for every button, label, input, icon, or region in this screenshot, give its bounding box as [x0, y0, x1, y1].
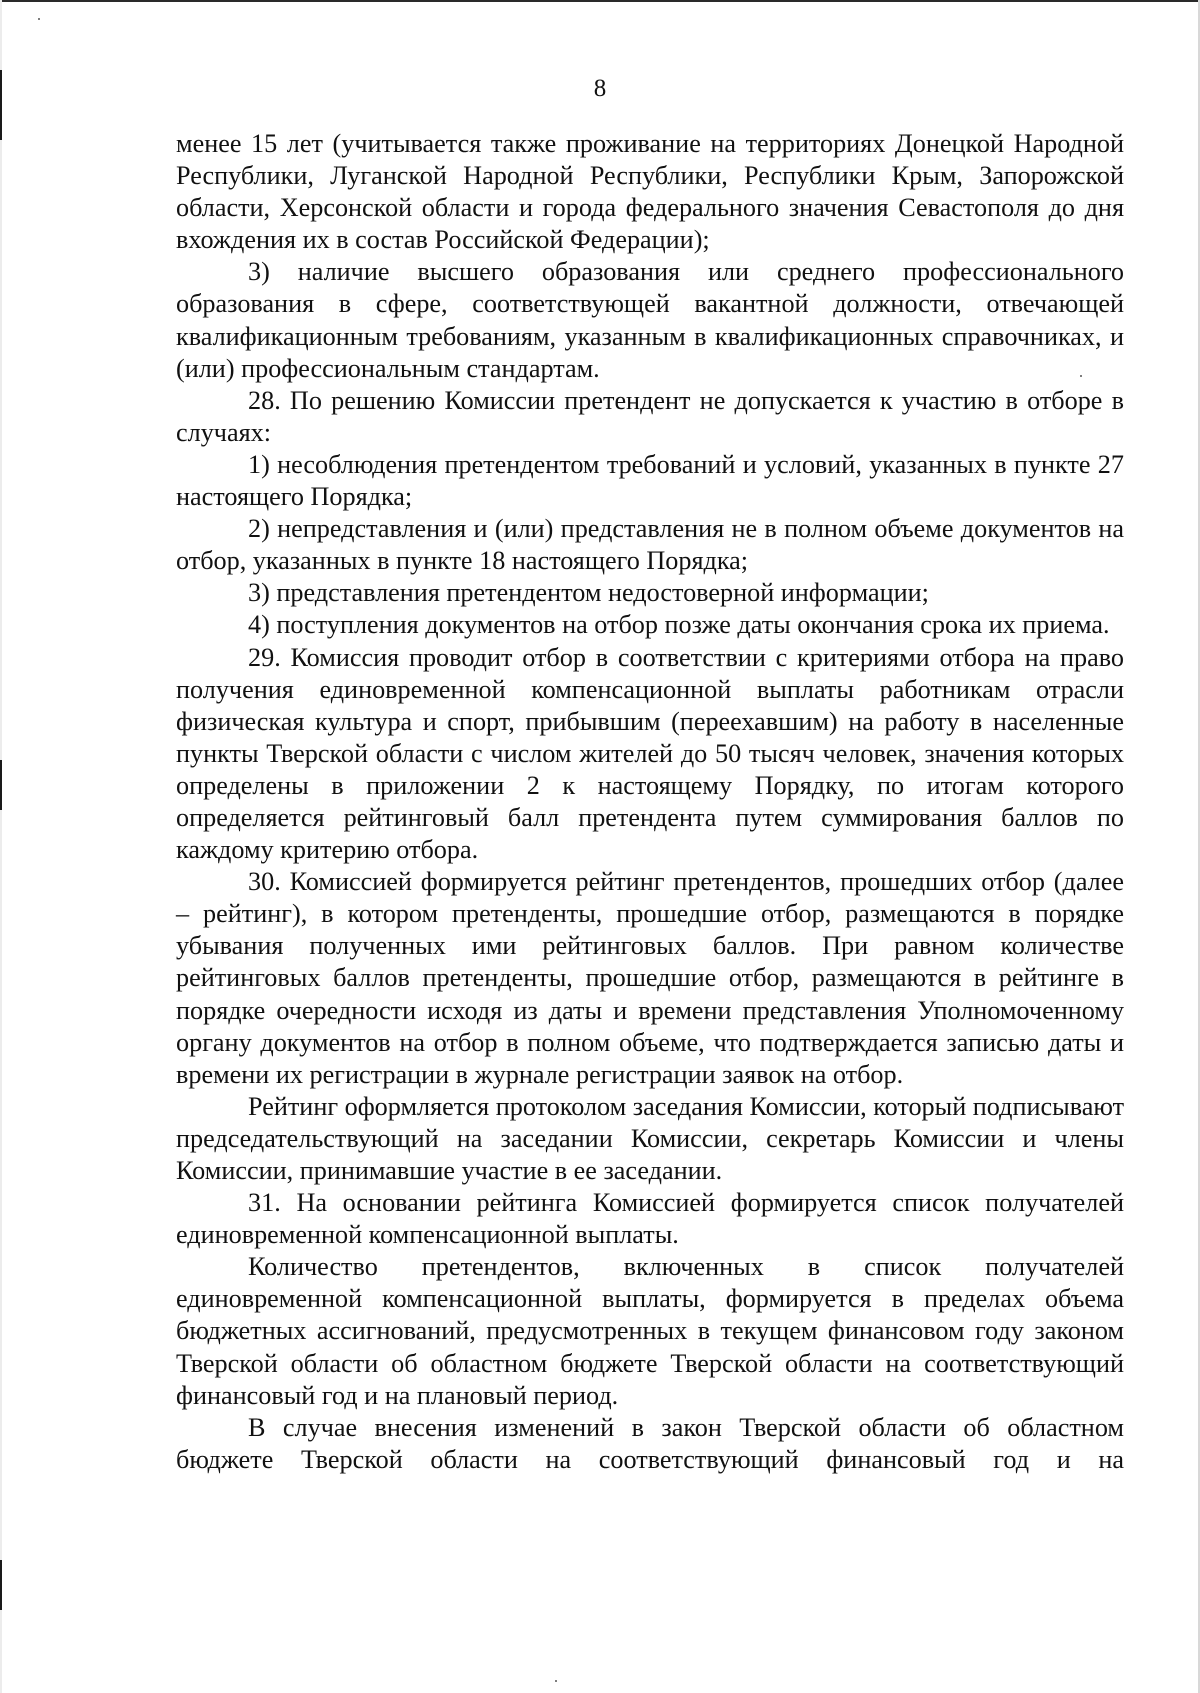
page-number: 8 [593, 75, 607, 102]
paragraph-budget-changes: В случае внесения изменений в закон Тверской области об областном бюджете Тверской области на соответствующий финансовый год и на [176, 1412, 1124, 1474]
paragraph-clause-28: 28. По решению Комиссии претендент не допускается к участию в отборе в случаях: [176, 385, 1124, 447]
scan-edge-mark [0, 760, 2, 810]
scan-top-border [0, 0, 1200, 2]
paragraph-item-4-late-submission: 4) поступления документов на отбор позже даты окончания срока их приема. [248, 610, 1110, 640]
paragraph-clause-29: 29. Комиссия проводит отбор в соответствии с критериями отбора на право получения единовременной компенсационной выплаты работникам отрасли физическая культура и спорт, прибывшим (переехавшим) на работу в населенные пункты Тверской области с числом жителей до 50 тысяч человек, значения которых определены в приложении 2 к настоящему Порядку, по итогам которого определяется рейтинговый балл претендента путем суммирования баллов по каждому критерию отбора. [176, 642, 1124, 865]
paragraph-item-3-education: 3) наличие высшего образования или среднего профессионального образования в сфере, соответствующей вакантной должности, отвечающей квалификационным требованиям, указанным в квалификационных справочниках, и (или) профессиональным стандартам. [176, 257, 1124, 383]
document-body [176, 128, 1124, 1476]
paragraph-recipients-count: Количество претендентов, включенных в список получателей единовременной компенсационной выплаты, формируется в пределах объема бюджетных ассигнований, предусмотренных в текущем финансовом году законом Тверской области об областном бюджете Тверской области на соответствующий финансовый год и на плановый период. [176, 1252, 1124, 1410]
paragraph-item-2-documents: 2) непредставления и (или) представления не в полном объеме документов на отбор, указанных в пункте 18 настоящего Порядка; [176, 514, 1124, 576]
scan-speck [38, 18, 40, 20]
paragraph-item-3-false-info: 3) представления претендентом недостоверной информации; [248, 578, 929, 608]
paragraph-item-1-noncompliance: 1) несоблюдения претендентом требований и условий, указанных в пункте 27 настоящего Порядка; [176, 449, 1124, 512]
paragraph-clause-31: 31. На основании рейтинга Комиссией формируется список получателей единовременной компенсационной выплаты. [176, 1188, 1124, 1250]
scan-left-border [0, 0, 2, 1693]
paragraph-continuation: менее 15 лет (учитывается также проживание на территориях Донецкой Народной Республики, Луганской Народной Республики, Республики Крым, Запорожской области, Херсонской области и города федерального значения Севастополя до дня вхождения их в состав Российской Федерации); [176, 129, 1124, 255]
paragraph-rating-protocol: Рейтинг оформляется протоколом заседания Комиссии, который подписывают председательствующий на заседании Комиссии, секретарь Комиссии и члены Комиссии, принимавшие участие в ее заседании. [176, 1091, 1125, 1185]
scan-edge-mark [0, 1560, 2, 1610]
paragraph-clause-30: 30. Комиссией формируется рейтинг претендентов, прошедших отбор (далее – рейтинг), в котором претенденты, прошедшие отбор, размещаются в порядке убывания полученных ими рейтинговых баллов. При равном количестве рейтинговых баллов претенденты, прошедшие отбор, размещаются в рейтинге в порядке очередности исходя из даты и времени представления Уполномоченному органу документов на отбор в полном объеме, что подтверждается записью даты и времени их регистрации в журнале регистрации заявок на отбор. [176, 867, 1124, 1089]
scan-speck [555, 1680, 557, 1682]
